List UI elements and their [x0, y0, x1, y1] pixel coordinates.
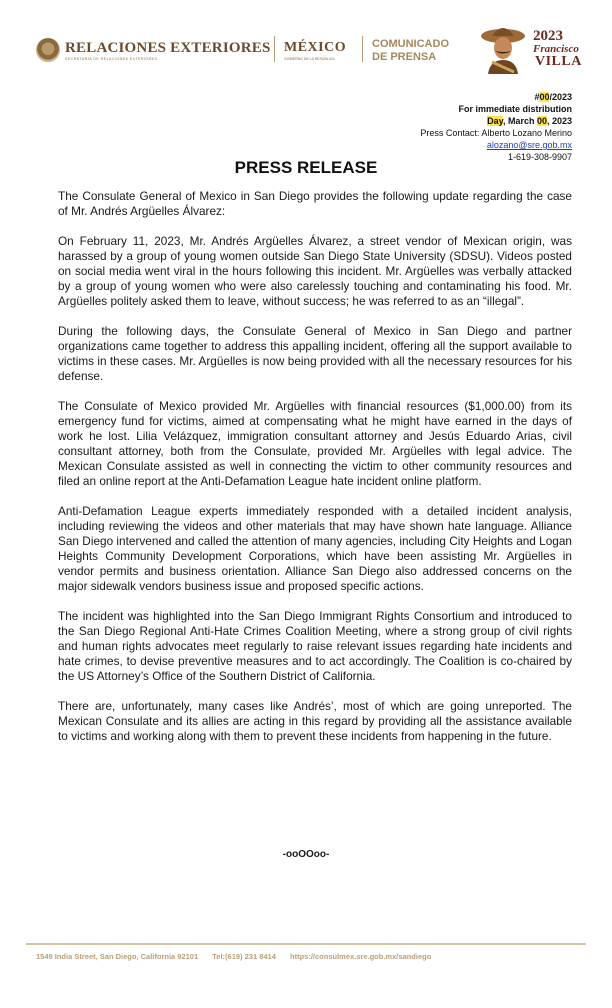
- highlighted-date-number: 00: [536, 116, 547, 126]
- paragraph: The incident was highlighted into the San Diego Immigrant Rights Consortium and introduced to the San Diego Regional Anti-Hate Crimes Coalition Meeting, where a strong group of civil rights and human rights advocates meet regularly to raise relevant issues regarding hate incidents and hate crimes, to devise preventive measures and to act accordingly. The Coalition is co-chaired by the US Attorney’s Office of the Southern District of California.: [58, 609, 572, 683]
- footer-phone: Tel:(619) 231 8414: [212, 952, 276, 961]
- mexico-logo-text: MÉXICO: [284, 40, 347, 55]
- paragraph: There are, unfortunately, many cases like Andrés’, most of which are going unreported. The Mexican Consulate and its allies are acting in this regard by providing all the assistance available to victims and working along with them to prevent these incidents from happening in the future.: [58, 699, 572, 743]
- press-contact: Press Contact: Alberto Lozano Merino: [420, 128, 572, 138]
- sre-logo-subtitle: SECRETARÍA DE RELACIONES EXTERIORES: [65, 57, 158, 61]
- footer-address: 1549 India Street, San Diego, California 92101: [36, 952, 199, 961]
- mexican-eagle-seal-icon: [36, 38, 60, 62]
- release-number: #00/2023: [534, 92, 572, 102]
- footer-divider: [26, 943, 586, 945]
- paragraph: Anti-Defamation League experts immediately responded with a detailed incident analysis, including reviewing the videos and other materials that may have shown hate language. Alliance San Diego intervened and called the attention of many agencies, including City Heights and Logan Heights Community Development Corporations, which have been assisting Mr. Argüelles in vendor permits and business orientation. Alliance San Diego also addressed concerns on the major sidewalk vendors business issue and proposed specific actions.: [58, 504, 572, 593]
- signoff-mark: -ooOOoo-: [282, 849, 330, 860]
- letterhead: [36, 28, 596, 88]
- paragraph: During the following days, the Consulate General of Mexico in San Diego and partner organizations came together to address this appalling incident, offering all the support available to victims in these cases. Mr. Argüelles is now being provided with all the necessary resources for his defense.: [58, 324, 572, 383]
- header-divider: [362, 36, 363, 62]
- comunicado-line-2: DE PRENSA: [372, 51, 437, 63]
- distribution-note: For immediate distribution: [458, 104, 572, 114]
- contact-email-link[interactable]: alozano@sre.gob.mx: [486, 140, 572, 150]
- press-release-body: [58, 189, 572, 759]
- release-meta: [272, 91, 572, 163]
- highlighted-number: 00: [539, 92, 550, 102]
- mexico-logo-subtitle: GOBIERNO DE LA REPÚBLICA: [284, 57, 335, 61]
- contact-phone: 1-619-308-9907: [507, 152, 572, 162]
- footer: [36, 952, 443, 961]
- highlighted-day: Day: [487, 116, 503, 126]
- anniversary-name: Francisco: [533, 43, 579, 55]
- comunicado-label: [372, 38, 449, 64]
- sre-logo-text: RELACIONES EXTERIORES: [65, 40, 271, 56]
- document-title: PRESS RELEASE: [234, 158, 378, 177]
- footer-website-link[interactable]: https://consulmex.sre.gob.mx/sandiego: [290, 952, 432, 961]
- anniversary-year: 2023: [533, 28, 563, 44]
- release-date: Day, March 00, 2023: [487, 116, 572, 126]
- comunicado-line-1: COMUNICADO: [372, 38, 449, 50]
- paragraph: The Consulate General of Mexico in San Diego provides the following update regarding the case of Mr. Andrés Argüelles Álvarez:: [58, 189, 572, 218]
- anniversary-surname: VILLA: [535, 54, 582, 69]
- paragraph: The Consulate of Mexico provided Mr. Argüelles with financial resources ($1,000.00) from its emergency fund for victims, aimed at compensating what he might have earned in the days of work he lost. Lilia Velázquez, immigration consultant attorney and Jesús Eduardo Arias, civil consultant attorney, both from the Consulate, provided Mr. Argüelles with legal advice. The Mexican Consulate assisted as well in connecting the victim to other community resources and filed an online report at the Anti-Defamation League hate incident online platform.: [58, 399, 572, 488]
- paragraph: On February 11, 2023, Mr. Andrés Argüelles Álvarez, a street vendor of Mexican origin, was harassed by a group of young women outside San Diego State University (SDSU). Videos posted on social media went viral in the hours following this incident. Mr. Argüelles was verbally attacked by a group of young women who were also carelessly touching and contaminating his food. Mr. Argüelles politely asked them to leave, without success; he was referred to as an “illegal”.: [58, 234, 572, 308]
- francisco-villa-portrait-icon: [480, 22, 526, 74]
- header-divider: [274, 36, 275, 62]
